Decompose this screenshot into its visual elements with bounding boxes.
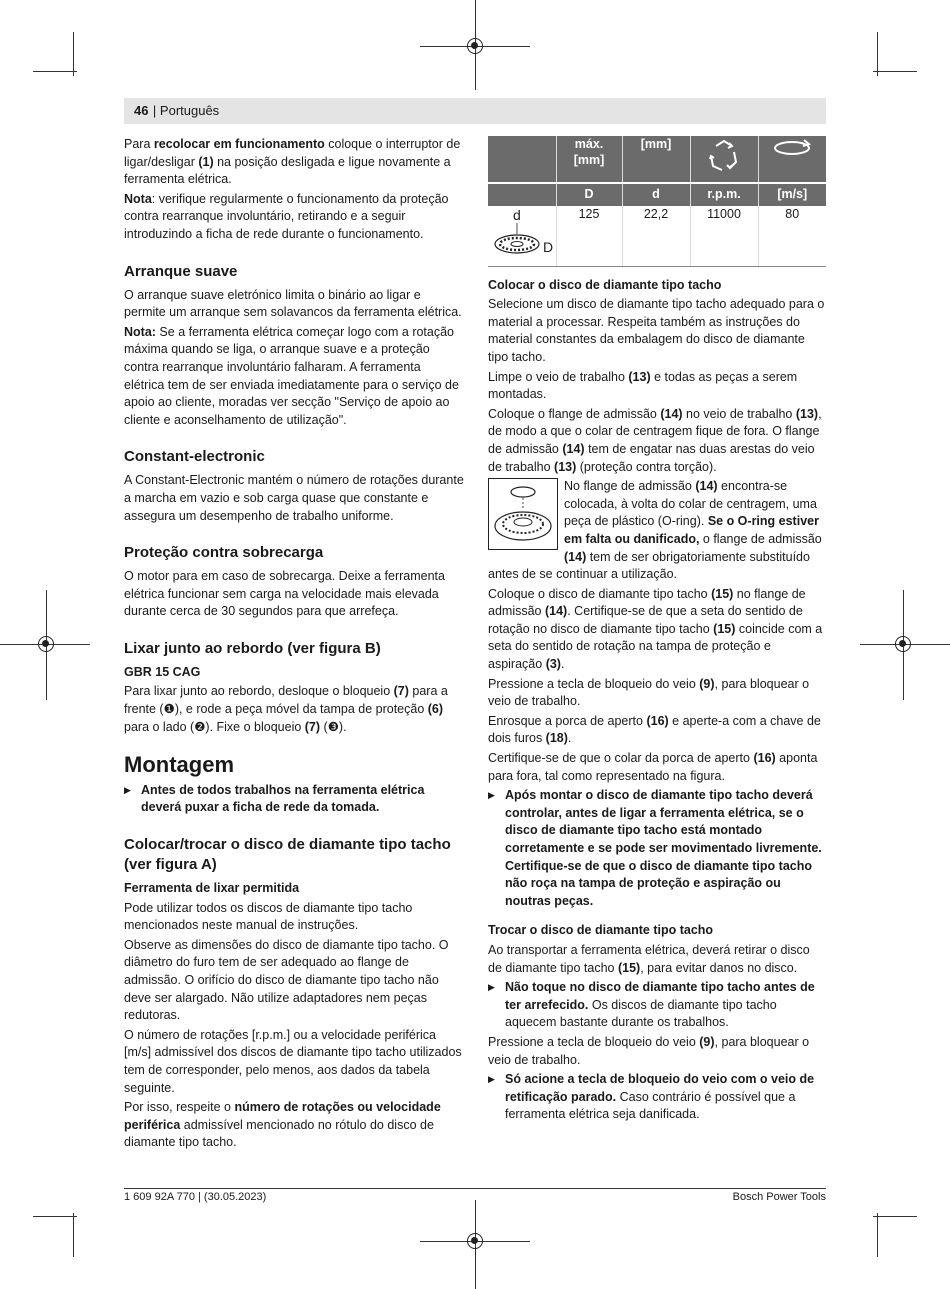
- paragraph: Pressione a tecla de bloqueio do veio (9), para bloquear o veio de trabalho.: [488, 676, 810, 709]
- crop-mark: [873, 1216, 917, 1217]
- flange-o-ring-icon: [488, 478, 558, 550]
- page-number: 46: [134, 103, 149, 118]
- heading-lixar-rebordo: Lixar junto ao rebordo (ver figura B): [124, 639, 381, 657]
- paragraph: Nota: verifique regularmente o funcionamento da proteção contra rearranque involuntário, retirando e a seguir introduzindo a ficha de rede durante o funcionamento.: [124, 191, 449, 241]
- cup-wheel-icon: [489, 206, 555, 260]
- table-header-cell: D: [556, 183, 622, 206]
- table-corner: [488, 136, 556, 183]
- disc-diagram: [488, 206, 556, 266]
- crop-mark: [33, 1216, 77, 1217]
- paragraph: Pressione a tecla de bloqueio do veio (9), para bloquear o veio de trabalho.: [488, 1034, 810, 1067]
- svg-text:D: D: [542, 239, 553, 255]
- table-cell: 22,2: [622, 206, 690, 266]
- heading-montagem: Montagem: [124, 752, 234, 778]
- table-cell: 125: [556, 206, 622, 266]
- paragraph: O arranque suave eletrónico limita o binário ao ligar e permite um arranque sem solavancos da ferramenta elétrica.: [124, 287, 462, 320]
- paragraph: Limpe o veio de trabalho (13) e todas as peças a serem montadas.: [488, 369, 798, 402]
- warning-bullet: ▶ Não toque no disco de diamante tipo tacho antes de ter arrefecido. Os discos de diamante tipo tacho aquecem bastante durante os trabalhos.: [488, 979, 826, 1032]
- paragraph: Coloque o flange de admissão (14) no veio de trabalho (13), de modo a que o colar de centragem fique de fora. O flange de admissão (14) tem de engatar nas duas arestas do veio de trabalho (13) (proteção contra torção).: [488, 406, 822, 474]
- paragraph: No flange de admissão (14) encontra-se colocada, à volta do colar de centragem, uma peça de plástico (O-ring). Se o O-ring estiver em falta ou danificado, o flange de admissão (14) tem de ser obrigatoriamente substituído antes de se continuar a utilização.: [488, 479, 822, 582]
- table-header-cell: [mm]: [622, 136, 690, 183]
- table-header-row: [488, 136, 826, 183]
- heading-arranque-suave: Arranque suave: [124, 262, 238, 280]
- table-header-cell: [m/s]: [758, 183, 826, 206]
- subheading-ferramenta: Ferramenta de lixar permitida: [124, 881, 300, 896]
- crop-mark: [877, 32, 878, 76]
- left-column: [124, 136, 464, 1154]
- registration-target-icon: [467, 38, 483, 54]
- paragraph: Selecione um disco de diamante tipo tacho adequado para o material a processar. Respeita também as instruções do material constantes da embalagem do disco de diamante tipo tacho.: [488, 297, 825, 364]
- table-header-row: [488, 183, 826, 206]
- paragraph: Observe as dimensões do disco de diamante tipo tacho. O diâmetro do furo tem de ser adequado ao flange de admissão. O orifício do disco de diamante tipo tacho não deve ser alargado. Não utilize adaptadores nem peças redutoras.: [124, 937, 449, 1023]
- footer-rule: [124, 1188, 826, 1189]
- table-cell: 80: [758, 206, 826, 266]
- paragraph: Enrosque a porca de aperto (16) e aperte-a com a chave de dois furos (18).: [488, 713, 821, 746]
- table-corner: [488, 183, 556, 206]
- paragraph: Ao transportar a ferramenta elétrica, deverá retirar o disco de diamante tipo tacho (15), para evitar danos no disco.: [488, 942, 810, 975]
- warning-bullet: ▶ Só acione a tecla de bloqueio do veio com o veio de retificação parado. Caso contrário é possível que a ferramenta elétrica seja danificada.: [488, 1071, 826, 1124]
- table-cell: 11000: [690, 206, 758, 266]
- header-separator: |: [152, 103, 160, 118]
- crop-mark: [73, 1213, 74, 1257]
- heading-constant-electronic: Constant-electronic: [124, 448, 265, 466]
- paragraph: O número de rotações [r.p.m.] ou a velocidade periférica [m/s] admissível dos discos de diamante tipo tacho utilizados tem de corresponder, pelo menos, aos dados da tabela seguinte.: [124, 1027, 462, 1095]
- paragraph: Para recolocar em funcionamento coloque o interruptor de ligar/desligar (1) na posição desligada e ligue novamente a ferramenta elétrica.: [124, 137, 461, 187]
- paragraph: Certifique-se de que o colar da porca de aperto (16) aponta para fora, tal como representado na figura.: [488, 751, 818, 783]
- footer-brand: Bosch Power Tools: [732, 1191, 826, 1203]
- registration-target-icon: [467, 1233, 483, 1249]
- paragraph: Pode utilizar todos os discos de diamante tipo tacho mencionados neste manual de instruções.: [124, 900, 413, 933]
- circular-arrow-icon: [770, 136, 814, 160]
- table-row: [488, 206, 826, 266]
- crop-mark: [873, 71, 917, 72]
- peripheral-speed-icon: [758, 136, 826, 183]
- paragraph: O motor para em caso de sobrecarga. Deixe a ferramenta elétrica funcionar sem carga na velocidade mais elevada durante cerca de 30 segundos para que arrefeça.: [124, 569, 445, 619]
- registration-target-icon: [895, 636, 911, 652]
- paragraph: Por isso, respeite o número de rotações ou velocidade periférica admissível mencionado no rótulo do disco de diamante tipo tacho.: [124, 1100, 441, 1150]
- heading-trocar-disco: Trocar o disco de diamante tipo tacho: [488, 923, 714, 938]
- page-header: [124, 98, 826, 124]
- crop-mark: [33, 71, 77, 72]
- heading-colocar-trocar: Colocar/trocar o disco de diamante tipo tacho (ver figura A): [124, 836, 451, 874]
- right-column: [488, 136, 826, 1126]
- warning-bullet: ▶ Após montar o disco de diamante tipo tacho deverá controlar, antes de ligar a ferramenta elétrica, se o disco de diamante tipo tacho está montado corretamente e se pode ser movimentado livremente. Certifique-se de que o disco de diamante tipo tacho não roça na tampa de proteção e aspiração ou noutras peças.: [488, 787, 826, 910]
- paragraph: Coloque o disco de diamante tipo tacho (15) no flange de admissão (14). Certifique-se de que a seta do sentido de rotação no disco de diamante tipo tacho (15) coincide com a seta do sentido de rotação na tampa de proteção e aspiração (3).: [488, 586, 823, 672]
- registration-target-icon: [38, 636, 54, 652]
- crop-mark: [877, 1213, 878, 1257]
- paragraph: A Constant-Electronic mantém o número de rotações durante a marcha em vazio e sob carga quase que constante e assegura um desempenho de trabalho uniforme.: [124, 473, 464, 523]
- heading-protecao-sobrecarga: Proteção contra sobrecarga: [124, 544, 324, 562]
- heading-colocar-disco: Colocar o disco de diamante tipo tacho: [488, 277, 722, 292]
- header-language: Português: [159, 103, 220, 118]
- paragraph: Nota: Se a ferramenta elétrica começar logo com a rotação máxima quando se liga, o arranque suave e a proteção contra rearranque involuntário falharam. A ferramenta elétrica tem de ser enviada imediatamente para o serviço de apoio ao cliente, moradas ver secção "Serviço de apoio ao cliente e aconselhamento de utilização".: [124, 324, 459, 427]
- crop-mark: [73, 32, 74, 76]
- recycle-arrows-icon: [704, 136, 744, 176]
- footer-doc-id: 1 609 92A 770 | (30.05.2023): [124, 1191, 267, 1203]
- svg-text:d: d: [512, 207, 521, 223]
- table-header-cell: r.p.m.: [690, 183, 758, 206]
- table-header-cell: d: [622, 183, 690, 206]
- spec-table: [488, 136, 826, 267]
- warning-bullet: ▶ Antes de todos trabalhos na ferramenta elétrica deverá puxar a ficha de rede da tomada.: [124, 782, 464, 817]
- table-header-cell: máx. [mm]: [556, 136, 622, 183]
- rotation-speed-icon: [690, 136, 758, 183]
- paragraph: Para lixar junto ao rebordo, desloque o bloqueio (7) para a frente (❶), e rode a peça móvel da tampa de proteção (6) para o lado (❷). Fixe o bloqueio (7) (❸).: [124, 684, 448, 734]
- subheading-gbr: GBR 15 CAG: [124, 664, 201, 679]
